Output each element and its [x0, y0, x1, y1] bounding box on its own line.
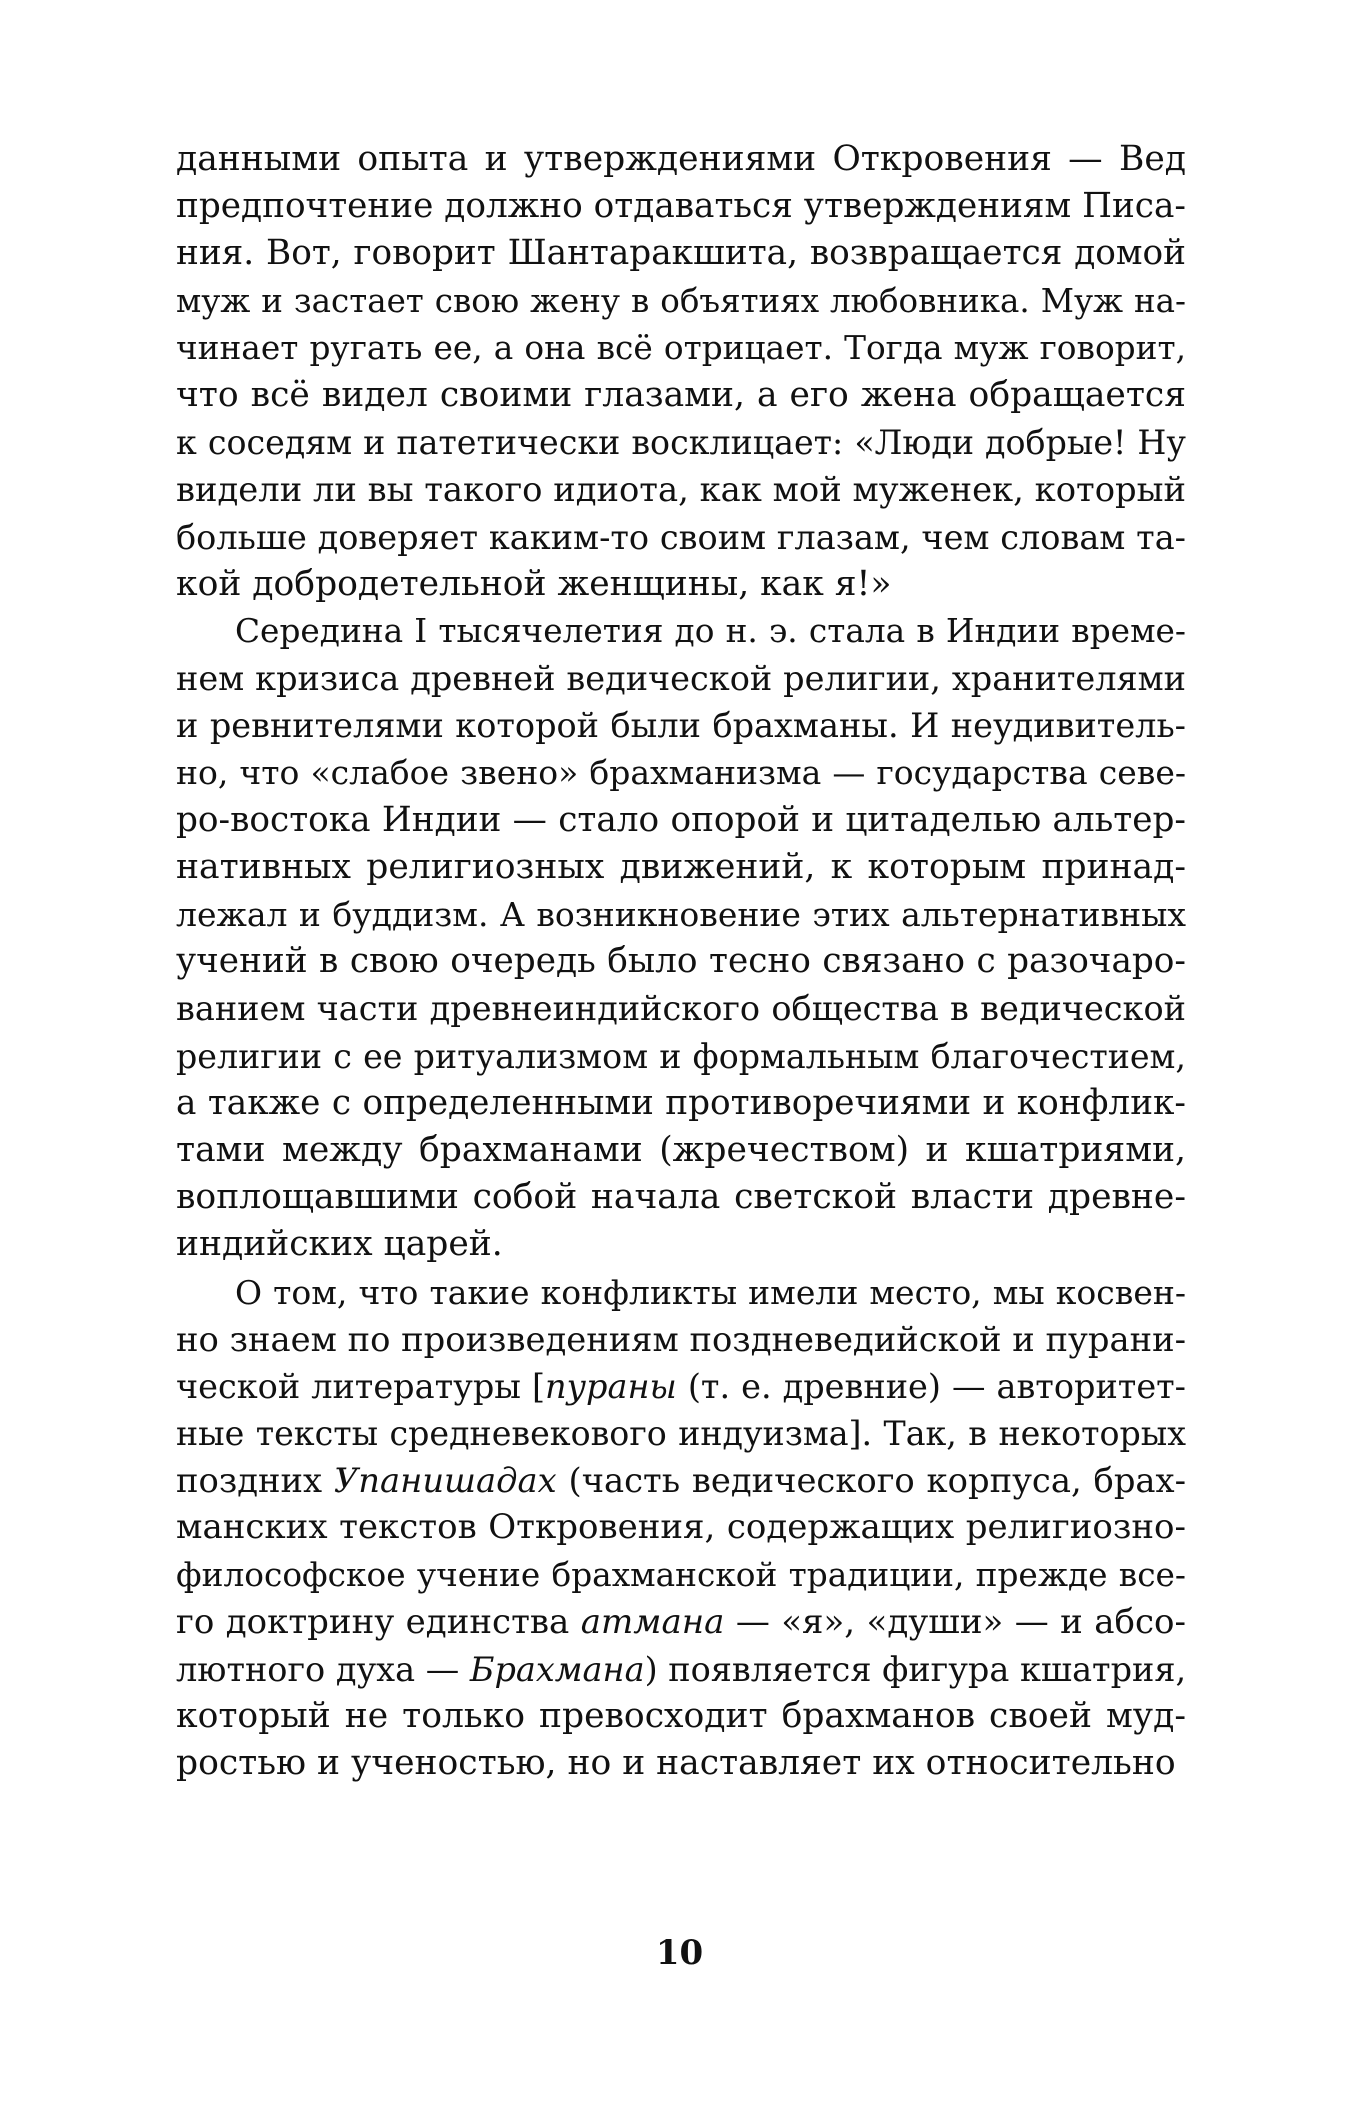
text-segment: видели ли вы такого идиота, как мой муженек, который — [176, 470, 1186, 510]
text-segment: муж и застает свою жену в объятиях любовника. Муж на- — [176, 281, 1186, 320]
text-line — [176, 844, 1186, 891]
text-segment: тами между брахманами (жречеством) и кшатриями, — [176, 1129, 1186, 1170]
text-segment: — «я», «души» — и абсо- — [724, 1601, 1186, 1642]
text-segment: манских текстов Откровения, содержащих религиозно- — [176, 1507, 1186, 1548]
paragraph — [176, 608, 1186, 1269]
text-segment: что всё видел своими глазами, а его жена обращается — [176, 374, 1186, 415]
italic-term: атмана — [580, 1601, 725, 1642]
text-segment: а также с определенными противоречиями и конфлик- — [176, 1082, 1186, 1123]
text-line — [176, 136, 1186, 183]
text-segment: ро-востока Индии — стало опорой и цитаделью альтер- — [176, 799, 1186, 840]
page-number: 10 — [655, 1933, 704, 1973]
text-segment: (часть ведического корпуса, брах- — [556, 1461, 1186, 1501]
text-segment: нем кризиса древней ведической религии, хранителями — [176, 659, 1186, 699]
text-line — [176, 1363, 1186, 1410]
text-segment: религии с ее ритуализмом и формальным благочестием, — [176, 1036, 1186, 1076]
text-line — [176, 561, 1186, 608]
text-segment: лежал и буддизм. А возникновение этих альтернативных — [176, 895, 1186, 934]
text-segment: данными опыта и утверждениями Откровения — Вед — [176, 139, 1186, 179]
italic-term: пураны — [545, 1366, 677, 1406]
text-line — [176, 1552, 1186, 1599]
text-segment: ния. Вот, говорит Шантаракшита, возвращается домой — [176, 233, 1186, 274]
text-line — [176, 1174, 1186, 1221]
text-line — [176, 1410, 1186, 1457]
text-segment: предпочтение должно отдаваться утверждениям Писа- — [176, 186, 1186, 227]
text-segment: поздних — [176, 1461, 334, 1501]
text-segment: который не только превосходит брахманов своей муд- — [176, 1696, 1186, 1737]
italic-term: Упанишадах — [333, 1461, 557, 1501]
text-segment: Середина I тысячелетия до н. э. стала в Индии време- — [235, 611, 1186, 650]
text-segment: к соседям и патетически восклицает: «Люди добрые! Ну — [176, 423, 1186, 463]
text-line — [176, 230, 1186, 277]
text-line — [176, 1221, 1186, 1268]
text-segment: ростью и ученостью, но и наставляет их относительно — [176, 1743, 1176, 1784]
text-segment: нативных религиозных движений, к которым принад- — [176, 846, 1186, 887]
text-line — [176, 797, 1186, 844]
text-line — [176, 1127, 1186, 1174]
text-line — [176, 183, 1186, 230]
text-line — [176, 1080, 1186, 1127]
text-line — [176, 891, 1186, 938]
text-line — [176, 938, 1186, 985]
text-segment: ные тексты средневекового индуизма]. Так, в некоторых — [176, 1414, 1186, 1454]
text-segment: ческой литературы [ — [176, 1366, 546, 1406]
text-segment: кой добродетельной женщины, как я!» — [176, 563, 892, 604]
paragraph — [176, 136, 1186, 608]
text-line — [176, 372, 1186, 419]
text-segment: ванием части древнеиндийского общества в ведической — [176, 989, 1186, 1029]
text-segment: больше доверяет каким-то своим глазам, чем словам та- — [176, 517, 1186, 557]
text-line — [176, 1033, 1186, 1080]
text-line — [176, 466, 1186, 513]
text-segment: чинает ругать ее, а она всё отрицает. Тогда муж говорит, — [176, 328, 1186, 367]
text-line — [176, 514, 1186, 561]
text-segment: О том, что такие конфликты имели место, мы косвен- — [235, 1272, 1186, 1312]
text-segment: го доктрину единства — [176, 1601, 581, 1642]
text-line — [176, 1740, 1186, 1787]
text-line — [176, 1316, 1186, 1363]
text-segment: но, что «слабое звено» брахманизма — государства севе- — [176, 753, 1186, 793]
text-segment: воплощавшими собой начала светской власти древне- — [176, 1177, 1186, 1218]
text-segment: индийских царей. — [176, 1224, 503, 1265]
italic-term: Брахмана — [469, 1650, 645, 1689]
body-text — [176, 136, 1186, 1788]
text-segment: (т. е. древние) — авторитет- — [676, 1366, 1186, 1406]
text-segment: лютного духа — — [176, 1650, 470, 1689]
text-line — [176, 1504, 1186, 1551]
text-line — [176, 1599, 1186, 1646]
text-line — [176, 749, 1186, 796]
text-line — [176, 1646, 1186, 1693]
text-segment: но знаем по произведениям поздневедийской и пурани- — [176, 1319, 1186, 1359]
text-line — [176, 1693, 1186, 1740]
paragraph — [176, 1269, 1186, 1788]
text-line — [176, 702, 1186, 749]
text-line — [176, 985, 1186, 1032]
text-line — [176, 608, 1186, 655]
text-line — [176, 278, 1186, 325]
text-line — [176, 325, 1186, 372]
text-segment: ) появляется фигура кшатрия, — [644, 1650, 1186, 1689]
text-line — [176, 1457, 1186, 1504]
text-segment: учений в свою очередь было тесно связано с разочаро- — [176, 941, 1186, 982]
text-line — [176, 419, 1186, 466]
text-segment: и ревнителями которой были брахманы. И неудивитель- — [176, 706, 1186, 746]
text-segment: философское учение брахманской традиции, прежде все- — [176, 1555, 1186, 1594]
text-line — [176, 655, 1186, 702]
text-line — [176, 1269, 1186, 1316]
